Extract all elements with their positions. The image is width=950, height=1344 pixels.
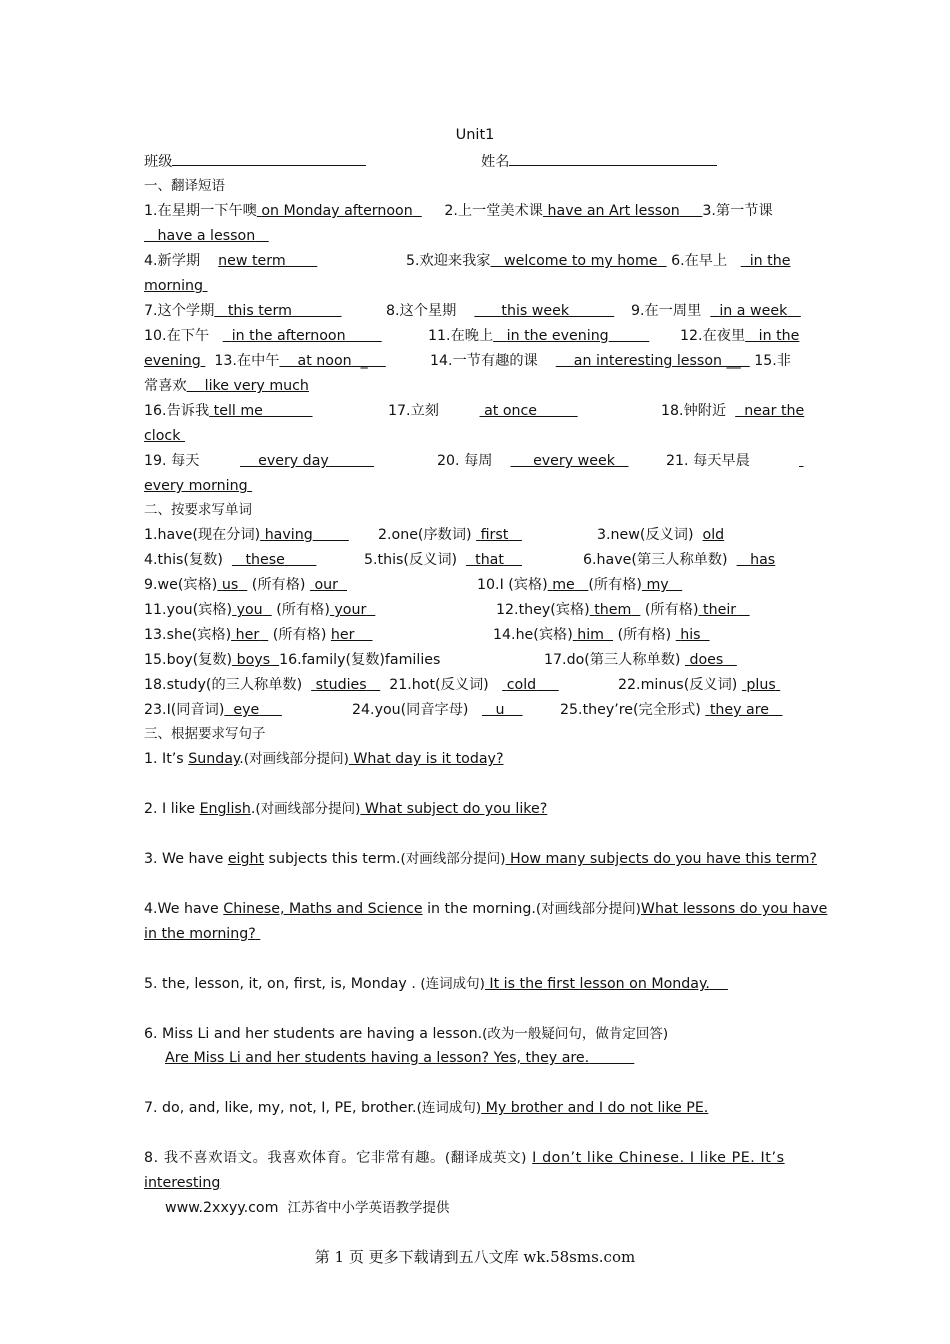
text-fragment: Are Miss Li and her students having a lesson? Yes, they are. [165,1050,590,1066]
text-fragment: 3.new(反义词) [597,527,694,543]
text-fragment [477,575,682,595]
text-fragment: in the morning. [422,901,536,917]
answer [466,552,522,568]
answer: in the [745,328,800,344]
text-fragment [502,677,559,693]
text-fragment [661,401,804,421]
text-fragment: 7.这个学期 [144,303,215,319]
text-fragment: 11.you(宾格) [144,602,233,618]
answer [710,303,801,319]
text-fragment: (对画线部分提问) [243,751,349,767]
answer: What subject do you like? [360,801,548,817]
s3-q4 [144,899,827,919]
text-fragment [144,451,374,471]
text-fragment: (所有格) [617,627,672,643]
text-fragment: at noon [297,353,352,369]
page-title: Unit1 [455,127,495,143]
text-fragment [144,251,317,271]
text-fragment: you [236,602,263,618]
text-fragment [666,451,750,471]
text-fragment [597,525,724,545]
text-fragment [685,652,737,668]
text-fragment: Chinese, Maths and Science [223,901,423,917]
text-fragment: . [239,751,244,767]
answer [187,378,309,394]
text-fragment [144,575,347,595]
text-fragment: welcome to my home [504,253,658,269]
text-fragment: 9.we(宾格) [144,577,218,593]
s3-q6 [144,1024,668,1044]
section3-heading: 三、根据要求写句子 [144,726,266,742]
text-fragment: 11.在晚上 [428,328,494,344]
text-fragment: 15.boy(复数) [144,652,233,668]
header-line [144,151,366,172]
text-fragment: 13.在中午 [214,353,280,369]
text-fragment: 2. I like [144,801,200,817]
text-fragment [680,326,799,346]
text-fragment [496,600,750,620]
text-fragment [310,577,347,593]
text-fragment: studies [315,677,367,693]
text-fragment: 8.这个星期 [386,303,457,319]
text-fragment: at once [484,403,538,419]
s3-q8-cont [144,1173,220,1193]
answer: How many subjects do you have this term? [505,851,817,867]
text-fragment: 3. We have [144,851,228,867]
text-fragment [430,351,791,371]
text-fragment: 21.hot(反义词) [389,677,489,693]
text-fragment [799,451,804,471]
text-fragment: (对画线部分提问) [255,801,361,817]
s3-q1 [144,749,503,769]
s1-line-12 [144,476,252,496]
text-fragment: 20. 每周 [437,453,493,469]
text-fragment [144,600,375,620]
text-fragment: like very much [204,378,309,394]
text-fragment: (连词成句) [416,1100,482,1116]
text-fragment: 2.one(序数词) [378,527,472,543]
text-fragment: her [330,627,355,643]
text-fragment: 10.I (宾格) [477,577,548,593]
text-fragment: morning [144,278,208,294]
text-fragment: every week [533,453,615,469]
answer [240,453,374,469]
text-fragment: (翻译成英文) [444,1150,528,1166]
s1-line-10 [144,426,185,446]
text-fragment [232,652,279,668]
text-fragment: them [594,602,632,618]
text-fragment: 6. Miss Li and her students are having a lesson. [144,1026,483,1042]
text-fragment [544,650,737,670]
text-fragment: in the evening [506,328,609,344]
text-fragment [388,401,578,421]
name-label: 姓名 [481,154,510,170]
text-fragment: tell me [213,403,263,419]
text-fragment: 16.告诉我 [144,403,210,419]
text-fragment: that [475,552,504,568]
section2-heading: 二、按要求写单词 [144,502,252,518]
text-fragment [331,627,373,643]
text-fragment [583,550,775,570]
text-fragment: 8. 我不喜欢语文。我喜欢体育。它非常有趣。 [144,1150,445,1166]
text-fragment: 14.一节有趣的课 [430,353,538,369]
text-fragment: clock [144,428,185,444]
answer: in the [740,253,791,269]
text-fragment: 23.I(同音词) [144,702,225,718]
s3-q4-cont [144,924,260,944]
text-fragment: 15.非 [754,353,791,369]
s3-q5 [144,974,728,994]
text-fragment: 1. It’s [144,751,189,767]
text-fragment: they are [709,702,769,718]
text-fragment: (对画线部分提问) [400,851,506,867]
text-fragment: old [702,527,725,543]
text-fragment [144,550,316,570]
text-fragment [742,677,780,693]
answer [260,527,349,543]
answer [218,253,317,269]
answer [480,403,578,419]
text-fragment: 17.do(第三人称单数) [544,652,681,668]
text-fragment: 21. 每天早晨 [666,453,750,469]
s1-line-2 [144,226,269,246]
text-fragment: does [689,652,724,668]
text-fragment: 7. do, and, like, my, not, I, PE, brother. [144,1100,417,1116]
text-fragment: 3.第一节课 [702,203,773,219]
answer [232,552,317,568]
text-fragment: 22.minus(反义词) [618,677,738,693]
text-fragment: on Monday afternoon [261,203,413,219]
s1-line-4 [144,276,208,296]
text-fragment [232,602,272,618]
text-fragment: (对画线部分提问) [535,901,641,917]
text-fragment [144,326,382,346]
text-fragment: 5.this(反义词) [364,552,458,568]
text-fragment: (所有格) [588,577,642,593]
text-fragment [493,625,710,645]
text-fragment [705,702,782,718]
text-fragment: 1.have(现在分词) [144,527,261,543]
text-fragment: every morning [144,478,248,494]
text-fragment: their [703,602,737,618]
answer [737,552,776,568]
text-fragment: eight [227,851,265,867]
text-fragment: 5. the, lesson, it, on, first, is, Monday . [144,976,421,992]
answer [490,253,666,269]
answer: an interesting lesson __ [573,353,750,369]
text-fragment: having [264,527,313,543]
text-fragment [144,926,260,942]
text-fragment: new term [218,253,286,269]
text-fragment: It is the first lesson on Monday. [484,976,710,992]
text-fragment: first [480,527,509,543]
credit-line [165,1198,449,1218]
text-fragment: has [750,552,776,568]
text-fragment [144,351,386,371]
text-fragment [482,702,523,718]
text-fragment [144,650,440,670]
text-fragment: 12.they(宾格) [496,602,590,618]
text-fragment: 6.have(第三人称单数) [583,552,728,568]
text-fragment [144,401,313,421]
text-fragment: interesting [144,1175,221,1191]
text-fragment: evening [144,353,206,369]
text-fragment: in the morning? [144,926,256,942]
text-fragment: 24.you(同音字母) [352,702,469,718]
answer [476,527,522,543]
text-fragment [231,627,268,643]
answer [144,228,269,244]
answer: What lessons do you have [640,901,828,917]
text-fragment: boys [236,652,271,668]
text-fragment [144,700,282,720]
answer: My brother and I do not like PE. [481,1100,709,1116]
text-fragment: 5.欢迎来我家 [406,253,491,269]
answer [214,303,341,319]
text-fragment: our [314,577,338,593]
text-fragment: 常喜欢 [144,378,187,394]
text-fragment [330,602,375,618]
text-fragment: 13.she(宾格) [144,627,232,643]
answer [209,403,312,419]
text-fragment: English [199,801,251,817]
text-fragment: 4.新学期 [144,253,201,269]
answer [144,478,252,494]
text-fragment: 19. 每天 [144,453,200,469]
text-fragment [217,577,247,593]
text-fragment [618,675,780,695]
s3-q6-answer [165,1048,634,1068]
text-fragment [428,326,649,346]
text-fragment [144,625,373,645]
text-fragment: these [245,552,285,568]
text-fragment: 17.立刻 [388,403,439,419]
text-fragment: (改为一般疑问句，做肯定回答) [482,1026,669,1042]
text-fragment: have an Art lesson [547,203,680,219]
text-fragment: her [235,627,260,643]
text-fragment: (所有格) [644,602,699,618]
text-fragment [699,602,750,618]
text-fragment: 6.在早上 [671,253,728,269]
text-fragment [386,301,614,321]
answer [257,203,422,219]
text-fragment: (所有格) [276,602,330,618]
text-fragment: in the afternoon [231,328,346,344]
text-fragment: (连词成句) [420,976,485,992]
text-fragment: every day [258,453,329,469]
answer: at noon _ [297,353,386,369]
text-fragment: eye [233,702,260,718]
answer [165,1050,634,1066]
text-fragment: this term [227,303,292,319]
text-fragment: an interesting lesson [573,353,722,369]
s3-q2 [144,799,547,819]
class-blank [172,151,366,166]
text-fragment: 1.在星期一下午噢 [144,203,257,219]
answer [493,328,649,344]
answer: near the [735,403,805,419]
text-fragment: Sunday [188,751,240,767]
text-fragment: cold [506,677,537,693]
text-fragment: . [250,801,256,817]
text-fragment: 10.在下午 [144,328,210,344]
s3-q7 [144,1098,708,1118]
text-fragment: 25.they’re(完全形式) [560,702,701,718]
text-fragment: subjects this term. [264,851,401,867]
text-fragment [642,577,682,593]
name-line [481,151,717,172]
text-fragment: (所有格) [251,577,306,593]
text-fragment: 18.study(的三人称单数) [144,677,303,693]
credit-text: 江苏省中小学英语教学提供 [287,1200,450,1216]
text-fragment [144,301,342,321]
text-fragment [144,525,349,545]
s3-q3 [144,849,817,869]
section1-heading: 一、翻译短语 [144,178,225,194]
text-fragment [573,627,613,643]
text-fragment [406,251,790,271]
text-fragment [364,550,522,570]
text-fragment: 9.在一周里 [631,303,702,319]
answer [474,303,614,319]
text-fragment: 2.上一堂美术课 [444,203,543,219]
answer: I don’t like Chinese. I like PE. It’s [532,1150,785,1166]
text-fragment: 18.钟附近 [661,403,727,419]
answer [543,203,702,219]
text-fragment [631,301,801,321]
answer [511,453,629,469]
text-fragment: 4.this(复数) [144,552,223,568]
page-footer: 第 1 页 更多下载请到五八文库 wk.58sms.com [314,1248,636,1266]
text-fragment [676,627,710,643]
text-fragment: 14.he(宾格) [493,627,573,643]
text-fragment: my [646,577,669,593]
s3-q8 [144,1148,785,1168]
text-fragment [548,577,589,593]
answer [223,328,382,344]
credit-site: www.2xxyy.com [165,1200,279,1216]
s1-line-8 [144,376,309,396]
text-fragment: this week [501,303,570,319]
text-fragment [144,675,559,695]
text-fragment [437,451,628,471]
text-fragment [311,677,380,693]
text-fragment: (所有格) [272,627,327,643]
text-fragment [352,700,523,720]
text-fragment: u [495,702,505,718]
text-fragment [378,525,522,545]
text-fragment: have a lesson [157,228,256,244]
text-fragment: in a week [719,303,788,319]
text-fragment: 16.family(复数)families [279,652,441,668]
text-fragment: 4.We have [144,901,224,917]
answer [485,976,728,992]
text-fragment: 12.在夜里 [680,328,746,344]
name-blank [509,151,717,166]
text-fragment [590,602,641,618]
class-label: 班级 [144,154,173,170]
answer: What day is it today? [348,751,504,767]
text-fragment [224,702,281,718]
text-fragment: plus [746,677,776,693]
text-fragment: him [577,627,605,643]
text-fragment: me [552,577,575,593]
text-fragment: your [334,602,367,618]
text-fragment [560,700,783,720]
text-fragment: his [680,627,701,643]
text-fragment: us [221,577,239,593]
s1-line-1 [144,201,773,221]
answer [703,527,725,543]
